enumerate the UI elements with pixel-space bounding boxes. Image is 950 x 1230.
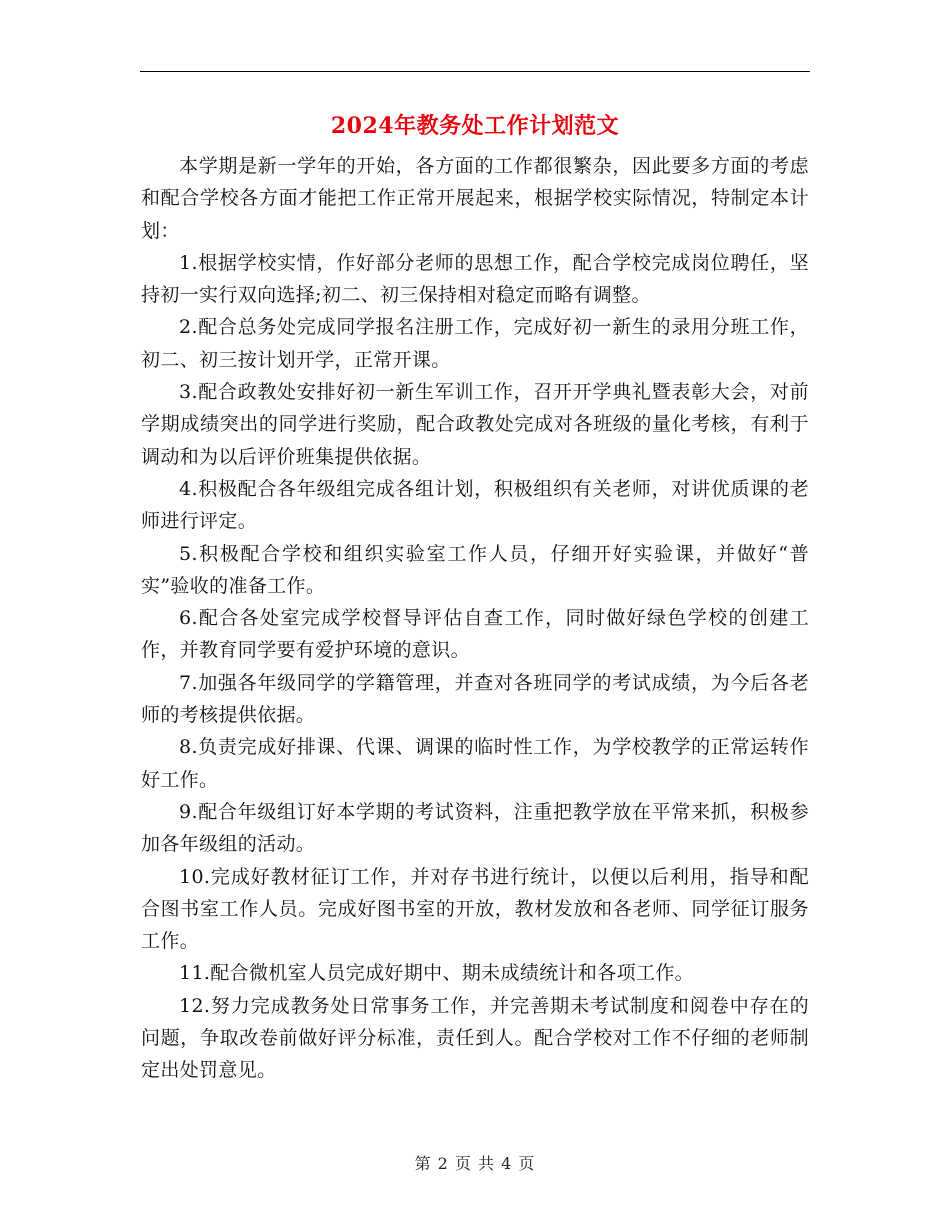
- page-footer: [0, 1153, 950, 1175]
- paragraph-item-7: 7.加强各年级同学的学籍管理，并查对各班同学的考试成绩，为今后各老师的考核提供依据。: [141, 671, 809, 727]
- paragraph-item-12: 12.努力完成教务处日常事务工作，并完善期未考试制度和阅卷中存在的问题，争取改卷前做好评分标准，责任到人。配合学校对工作不仔细的老师制定出处罚意见。: [141, 994, 809, 1082]
- paragraph-intro: 本学期是新一学年的开始，各方面的工作都很繁杂，因此要多方面的考虑和配合学校各方面才能把工作正常开展起来，根据学校实际情况，特制定本计划：: [141, 155, 809, 242]
- paragraph-item-9: 9.配合年级组订好本学期的考试资料，注重把教学放在平常来抓，积极参加各年级组的活动。: [141, 800, 809, 856]
- paragraph-item-2: 2.配合总务处完成同学报名注册工作，完成好初一新生的录用分班工作，初二、初三按计划开学，正常开课。: [141, 316, 809, 371]
- page-number-label: 第 2 页 共 4 页: [414, 1154, 536, 1173]
- paragraph-item-11: 11.配合微机室人员完成好期中、期未成绩统计和各项工作。: [179, 962, 695, 985]
- paragraph-item-4: 4.积极配合各年级组完成各组计划，积极组织有关老师，对讲优质课的老师进行评定。: [141, 477, 809, 533]
- paragraph-item-1: 1.根据学校实情，作好部分老师的思想工作，配合学校完成岗位聘任，坚持初一实行双向选择;初二、初三保持相对稳定而略有调整。: [141, 251, 809, 307]
- paragraph-item-10: 10.完成好教材征订工作，并对存书进行统计，以便以后利用，指导和配合图书室工作人员。完成好图书室的开放，教材发放和各老师、同学征订服务工作。: [141, 865, 809, 953]
- document-body: [141, 150, 809, 1087]
- paragraph-item-8: 8.负责完成好排课、代课、调课的临时性工作，为学校教学的正常运转作好工作。: [141, 736, 809, 791]
- header-rule: [140, 71, 810, 72]
- paragraph-item-3: 3.配合政教处安排好初一新生军训工作，召开开学典礼暨表彰大会，对前学期成绩突出的同学进行奖励，配合政教处完成对各班级的量化考核，有利于调动和为以后评价班集提供依据。: [141, 381, 809, 468]
- paragraph-item-6: 6.配合各处室完成学校督导评估自查工作，同时做好绿色学校的创建工作，并教育同学要有爱护环境的意识。: [141, 607, 809, 662]
- paragraph-item-5: 5.积极配合学校和组织实验室工作人员，仔细开好实验课，并做好“普实”验收的准备工作。: [141, 542, 809, 597]
- document-title: 2024年教务处工作计划范文: [330, 113, 620, 139]
